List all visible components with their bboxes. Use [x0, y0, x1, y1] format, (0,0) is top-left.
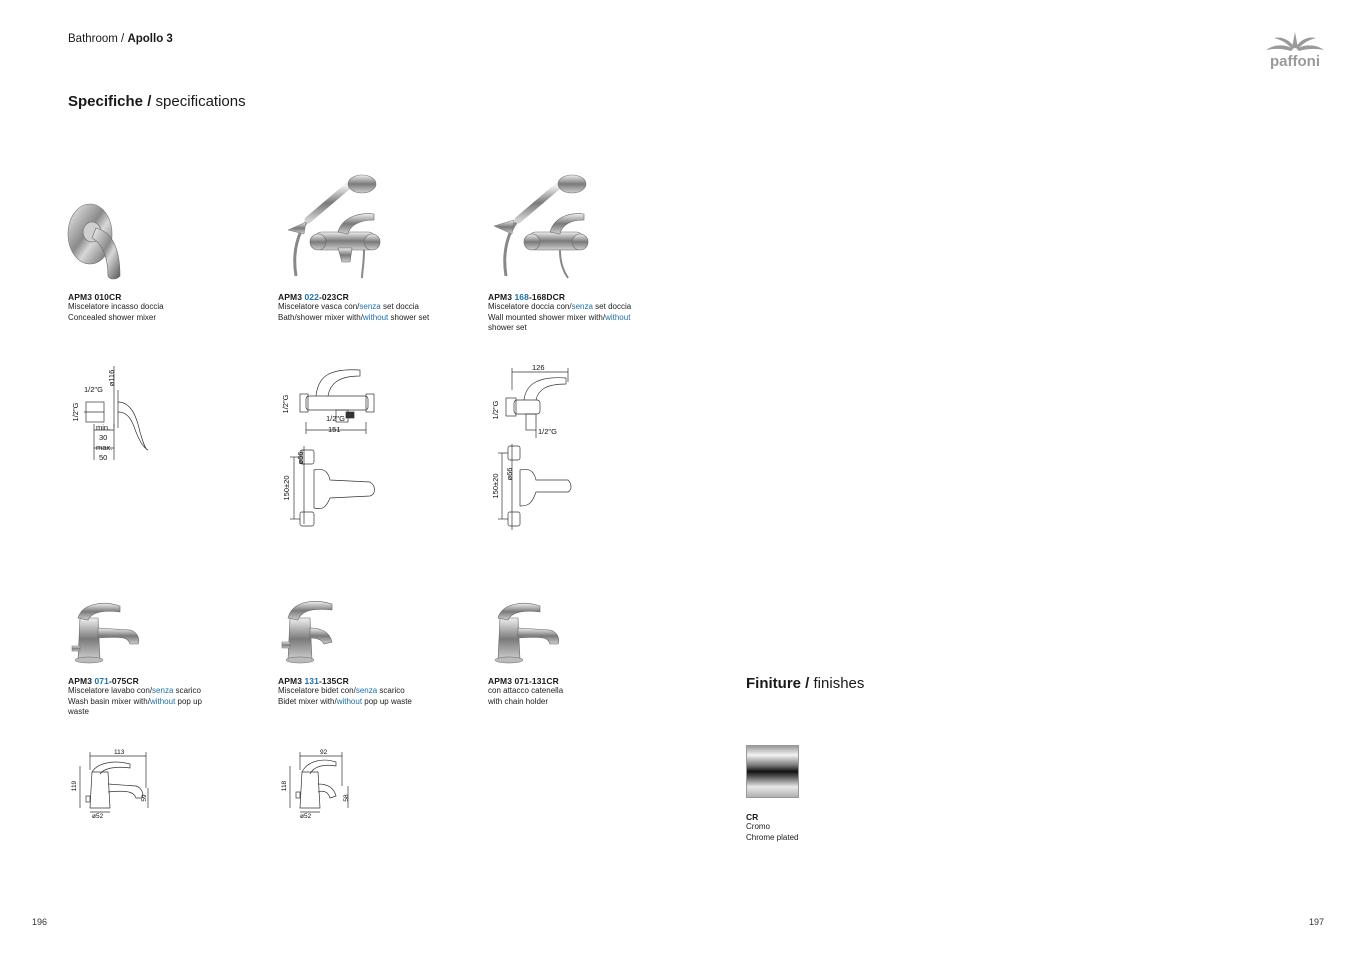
product-code: APM3 022-023CR [278, 292, 349, 302]
product-description: Miscelatore lavabo con/senza scarico Wash basin mixer with/without pop up waste [68, 686, 203, 716]
tech-drawing-bath-shower [280, 360, 380, 540]
breadcrumb-section[interactable]: Bathroom / [68, 33, 125, 45]
finishes-title-light: finishes [813, 675, 865, 692]
svg-text:113: 113 [114, 749, 125, 756]
product-image-basin-mixer-chain[interactable] [488, 598, 568, 664]
product-description: con attacco catenella with chain holder [488, 686, 564, 706]
svg-text:min.: min. [96, 423, 111, 432]
svg-text:ø116: ø116 [107, 369, 116, 387]
product-description: Miscelatore doccia con/senza set doccia Wall mounted shower mixer with/without shower set [488, 302, 632, 332]
product-code: APM3 071-075CR [68, 676, 139, 686]
product-image-bath-shower-mixer[interactable] [278, 172, 388, 282]
specs-title-bold: Specifiche / [68, 93, 152, 110]
product-image-basin-mixer[interactable] [68, 598, 148, 664]
page-number-right: 197 [1309, 917, 1325, 927]
svg-text:126: 126 [532, 363, 545, 372]
product-description: Miscelatore bidet con/senza scarico Bidet mixer with/without pop up waste [278, 686, 412, 706]
svg-text:1/2"G: 1/2"G [84, 385, 103, 394]
svg-text:150±20: 150±20 [282, 475, 291, 501]
product-description: Miscelatore vasca con/senza set doccia Bath/shower mixer with/without shower set [278, 302, 430, 322]
product-4 [68, 676, 248, 718]
finishes-title-bold: Finiture / [746, 675, 810, 692]
product-code: APM3 010CR [68, 292, 122, 302]
product-6 [488, 676, 668, 707]
svg-text:ø66: ø66 [505, 467, 514, 481]
svg-text:50: 50 [99, 453, 108, 462]
finish-name-en: Chrome plated [746, 832, 799, 842]
svg-text:119: 119 [71, 780, 78, 792]
product-image-concealed-mixer[interactable] [64, 196, 134, 282]
svg-text:151: 151 [328, 425, 341, 434]
tech-drawing-concealed [70, 362, 160, 464]
paffoni-logo [1262, 30, 1328, 72]
svg-text:150±20: 150±20 [491, 473, 500, 499]
finish-item-chrome [746, 812, 798, 843]
specs-title-light: specifications [155, 93, 246, 110]
svg-text:ø66: ø66 [296, 451, 305, 465]
product-3 [488, 292, 668, 334]
tech-drawing-basin [68, 746, 154, 820]
svg-text:30: 30 [99, 433, 108, 442]
svg-text:ø52: ø52 [92, 813, 104, 820]
finishes-title [746, 675, 864, 692]
product-image-bidet-mixer[interactable] [278, 598, 358, 664]
svg-text:1/2"G: 1/2"G [71, 402, 80, 422]
product-2 [278, 292, 458, 323]
finish-swatch-chrome[interactable] [746, 745, 799, 798]
tech-drawing-wall-shower [490, 362, 580, 538]
finish-name-it: Cromo [746, 822, 771, 831]
page-number-left: 196 [32, 917, 48, 927]
brand-wordmark: paffoni [1270, 53, 1320, 70]
finish-code: CR [746, 812, 759, 822]
product-1 [68, 292, 248, 323]
svg-text:58: 58 [343, 794, 350, 802]
product-description: Miscelatore incasso doccia Concealed shower mixer [68, 302, 164, 322]
breadcrumb [68, 33, 173, 45]
svg-text:1/2"G: 1/2"G [281, 394, 290, 414]
svg-text:118: 118 [281, 780, 288, 792]
product-code: APM3 168-168DCR [488, 292, 566, 302]
svg-text:max.: max. [96, 443, 113, 452]
svg-text:1/2"G: 1/2"G [326, 414, 345, 423]
svg-text:92: 92 [320, 749, 328, 756]
product-code: APM3 131-135CR [278, 676, 349, 686]
product-image-wall-shower-mixer[interactable] [488, 172, 598, 282]
svg-text:1/2"G: 1/2"G [538, 427, 557, 436]
product-code: APM3 071-131CR [488, 676, 559, 686]
tech-drawing-bidet [278, 746, 358, 820]
specs-title [68, 93, 246, 110]
svg-text:1/2"G: 1/2"G [491, 400, 500, 420]
product-5 [278, 676, 458, 707]
breadcrumb-current: Apollo 3 [127, 33, 173, 45]
svg-text:ø52: ø52 [300, 813, 312, 820]
svg-text:59: 59 [141, 794, 148, 802]
